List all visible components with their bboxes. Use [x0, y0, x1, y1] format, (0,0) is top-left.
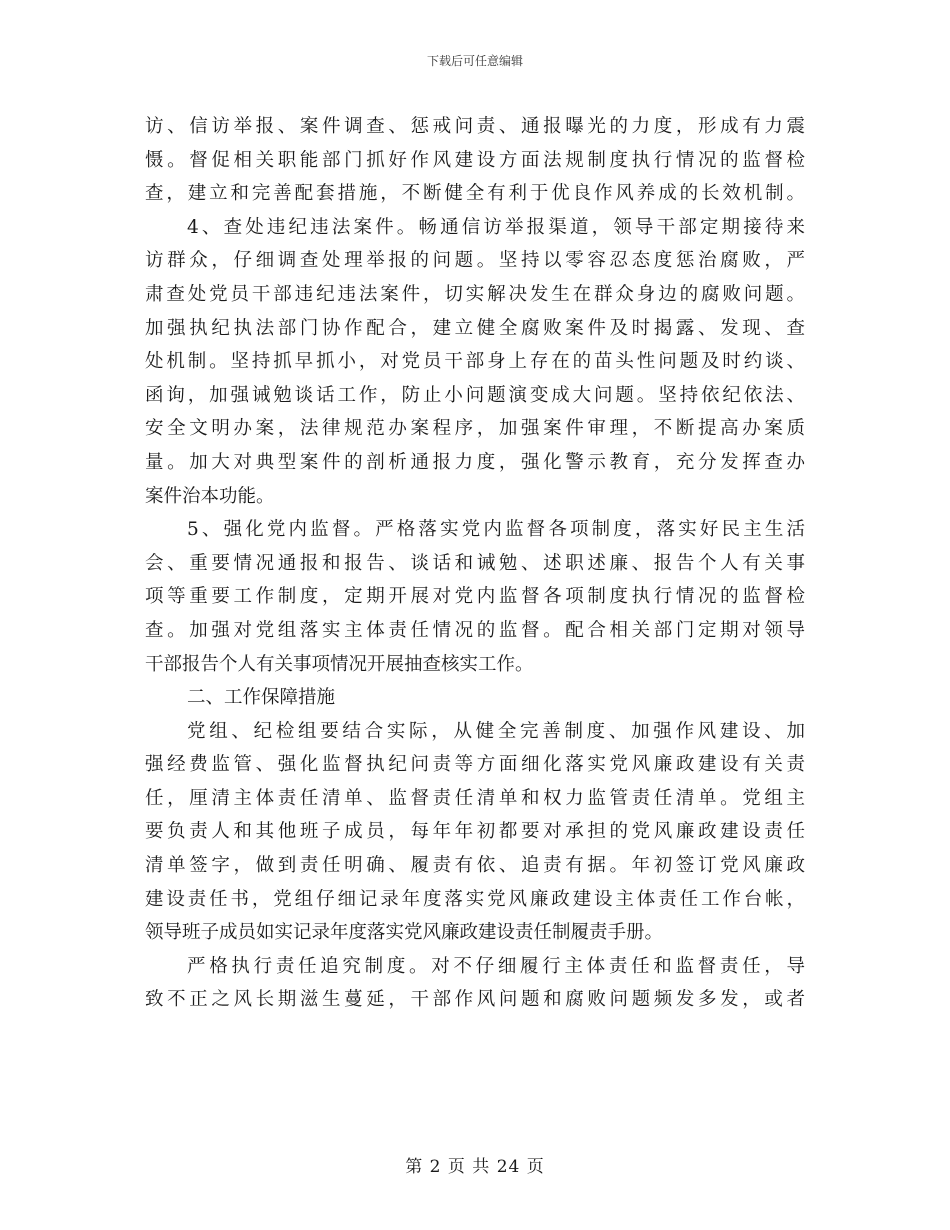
text-line: 慑。督促相关职能部门抓好作风建设方面法规制度执行情况的监督检 — [145, 149, 805, 171]
text-line: 4、查处违纪违法案件。畅通信访举报渠道，领导干部定期接待来 — [187, 216, 805, 238]
text-line: 干部报告个人有关事项情况开展抽查核实工作。 — [145, 653, 534, 675]
text-line: 要负责人和其他班子成员，每年年初都要对承担的党风廉政建设责任 — [145, 821, 805, 843]
text-line: 函询，加强诫勉谈话工作，防止小问题演变成大问题。坚持依纪依法、 — [145, 384, 805, 406]
document-body — [145, 110, 805, 1017]
text-line: 党组、纪检组要结合实际，从健全完善制度、加强作风建设、加 — [187, 720, 805, 742]
text-line: 致不正之风长期滋生蔓延，干部作风问题和腐败问题频发多发，或者 — [145, 989, 805, 1011]
text-line: 查，建立和完善配套措施，不断健全有利于优良作风养成的长效机制。 — [145, 183, 805, 205]
text-line: 强经费监管、强化监督执纪问责等方面细化落实党风廉政建设有关责 — [145, 754, 805, 776]
text-line: 处机制。坚持抓早抓小，对党员干部身上存在的苗头性问题及时约谈、 — [145, 351, 805, 373]
text-line: 会、重要情况通报和报告、谈话和诫勉、述职述廉、报告个人有关事 — [145, 552, 805, 574]
page-footer: 第 2 页 共 24 页 — [405, 1157, 545, 1177]
text-line: 查。加强对党组落实主体责任情况的监督。配合相关部门定期对领导 — [145, 619, 805, 641]
text-line: 肃查处党员干部违纪违法案件，切实解决发生在群众身边的腐败问题。 — [145, 283, 805, 305]
text-line: 安全文明办案，法律规范办案程序，加强案件审理，不断提高办案质 — [145, 418, 805, 440]
text-line: 二、工作保障措施 — [187, 687, 336, 709]
text-line: 领导班子成员如实记录年度落实党风廉政建设责任制履责手册。 — [145, 922, 664, 944]
text-line: 严格执行责任追究制度。对不仔细履行主体责任和监督责任，导 — [187, 955, 805, 977]
text-line: 5、强化党内监督。严格落实党内监督各项制度，落实好民主生活 — [187, 519, 805, 541]
text-line: 清单签字，做到责任明确、履责有依、追责有据。年初签订党风廉政 — [145, 855, 805, 877]
text-line: 任，厘清主体责任清单、监督责任清单和权力监管责任清单。党组主 — [145, 787, 805, 809]
text-line: 项等重要工作制度，定期开展对党内监督各项制度执行情况的监督检 — [145, 586, 805, 608]
text-line: 访群众，仔细调查处理举报的问题。坚持以零容忍态度惩治腐败，严 — [145, 250, 805, 272]
text-line: 案件治本功能。 — [145, 485, 275, 507]
page-header: 下载后可任意编辑 — [426, 54, 523, 68]
text-line: 建设责任书，党组仔细记录年度落实党风廉政建设主体责任工作台帐， — [145, 888, 805, 910]
text-line: 加强执纪执法部门协作配合，建立健全腐败案件及时揭露、发现、查 — [145, 317, 805, 339]
text-line: 量。加大对典型案件的剖析通报力度，强化警示教育，充分发挥查办 — [145, 451, 805, 473]
text-line: 访、信访举报、案件调查、惩戒问责、通报曝光的力度，形成有力震 — [145, 116, 805, 137]
